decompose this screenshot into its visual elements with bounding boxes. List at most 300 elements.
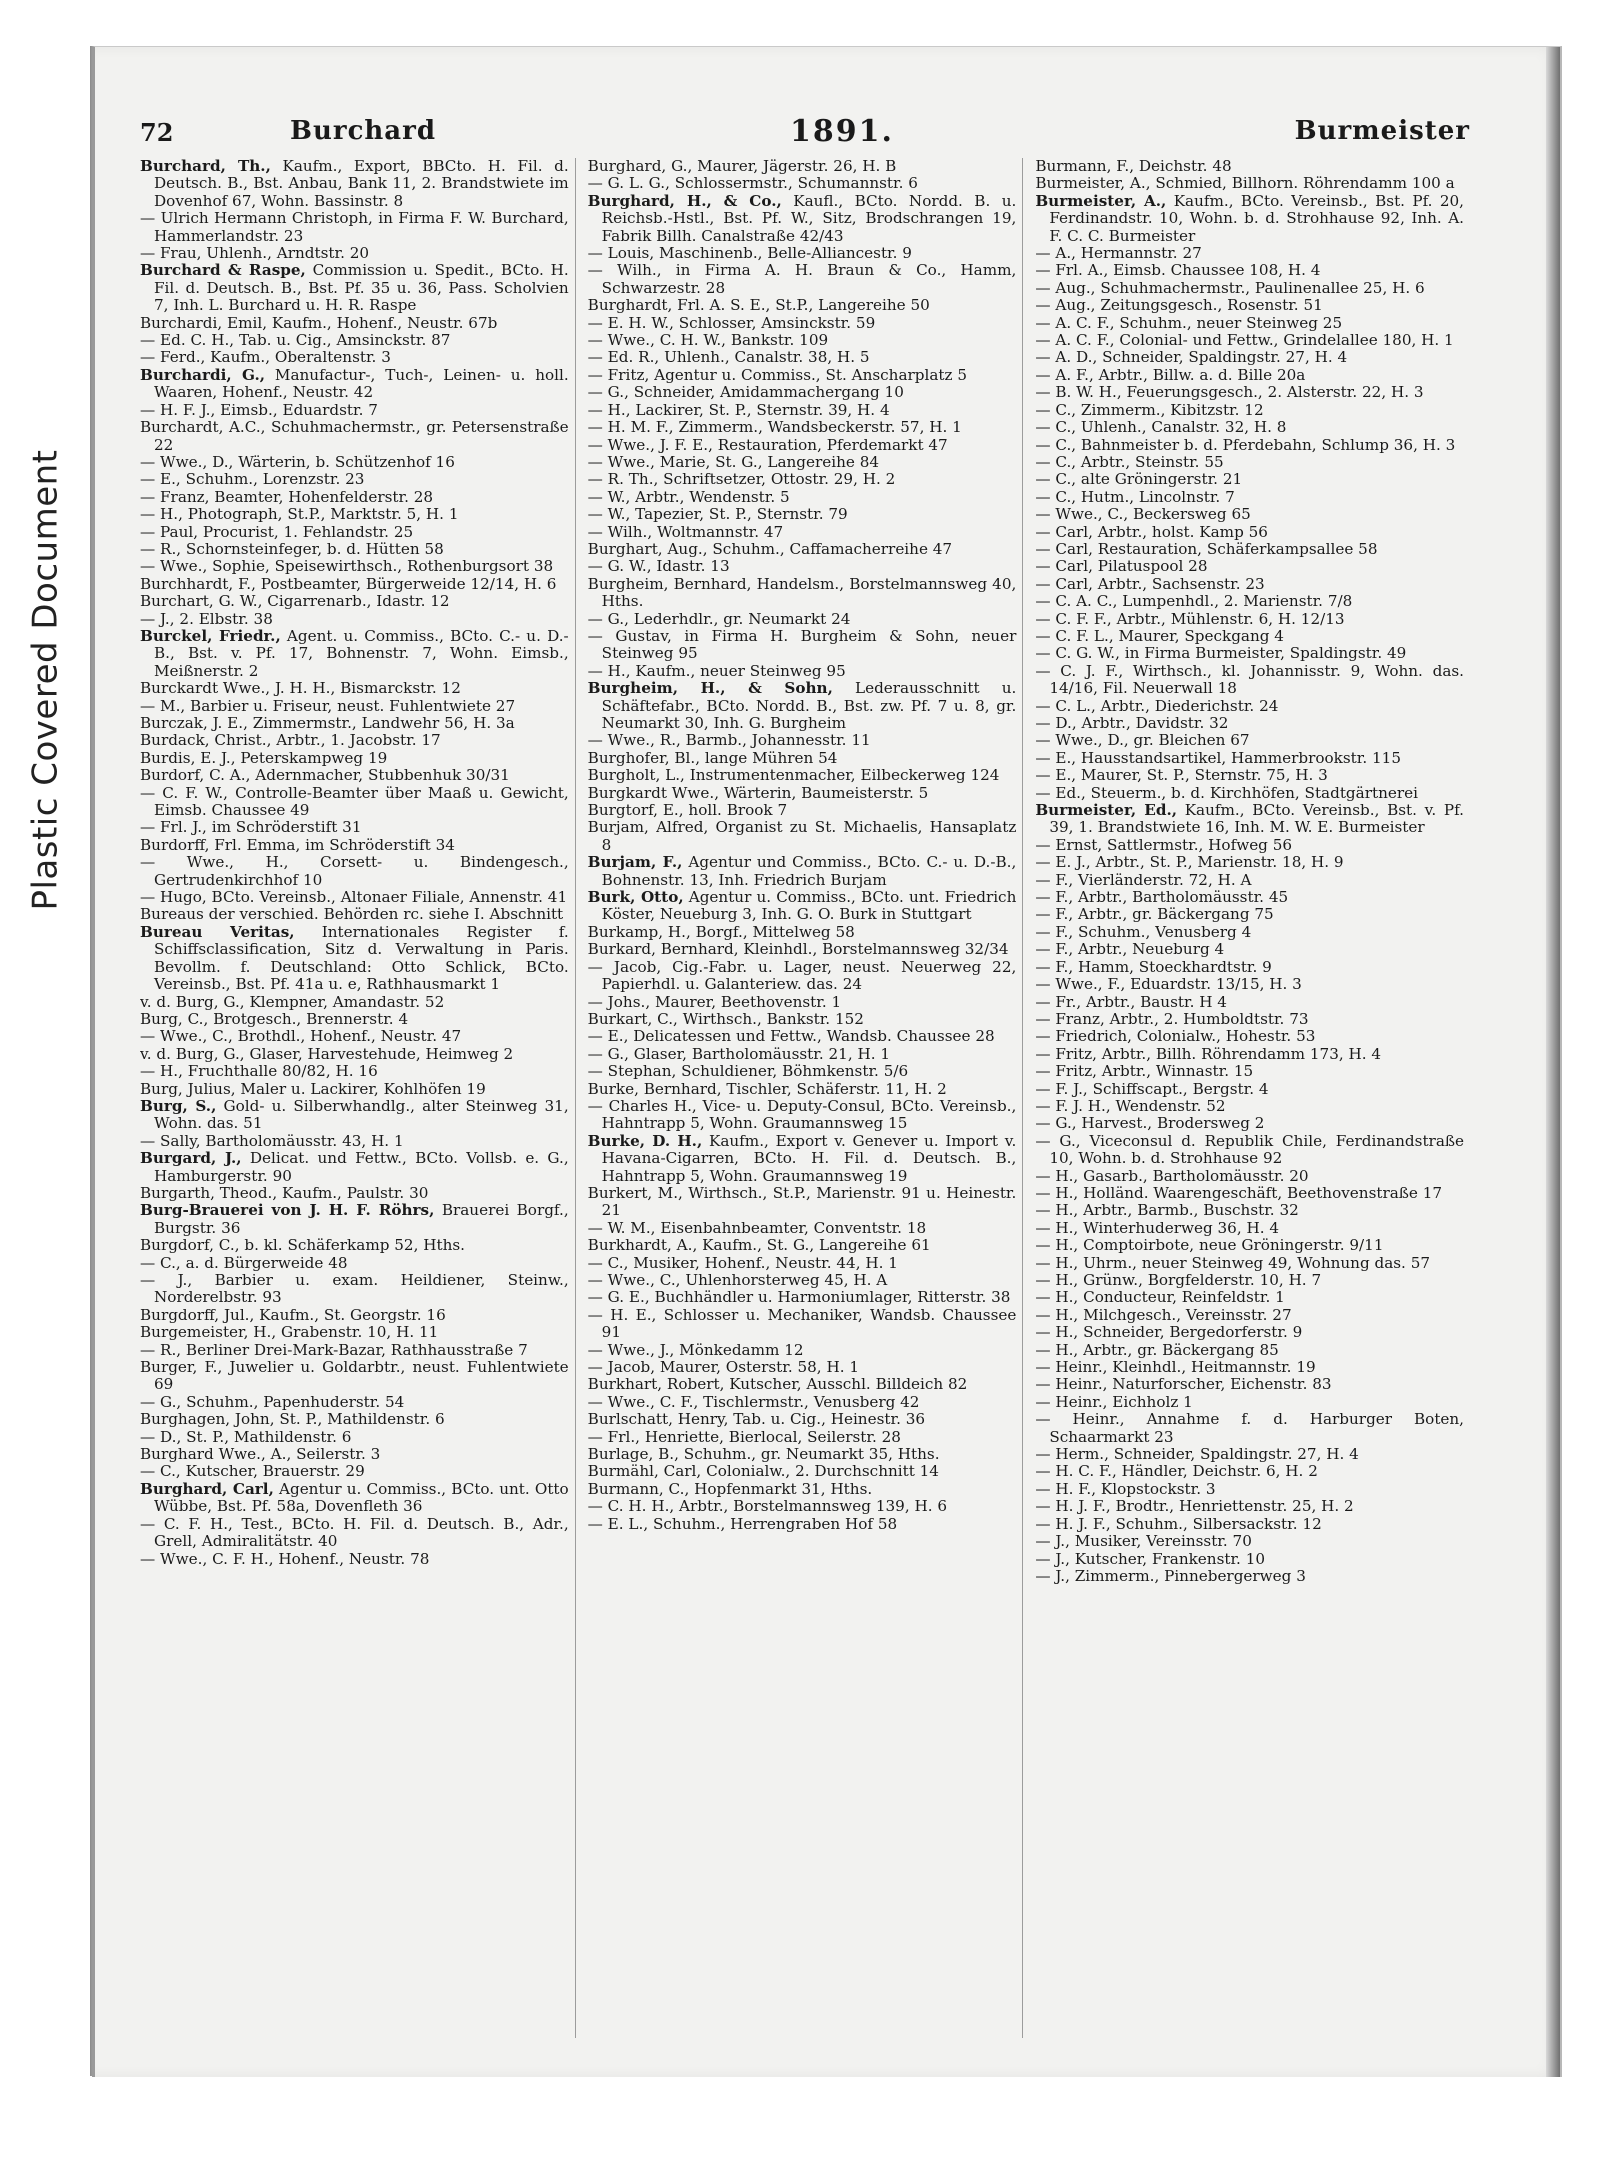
entry-text: — A. F., Arbtr., Billw. a. d. Bille 20a <box>1035 365 1306 384</box>
directory-entry <box>1035 1236 1464 1255</box>
entry-text: Burchhardt, F., Postbeamter, Bürgerweide 12/14, H. 6 <box>140 574 557 593</box>
directory-entry <box>1035 278 1464 297</box>
directory-entry <box>1035 992 1464 1011</box>
entry-text: — M., Barbier u. Friseur, neust. Fuhlentwiete 27 <box>140 696 516 715</box>
entry-text: Burkart, C., Wirthsch., Bankstr. 152 <box>587 1009 864 1028</box>
entry-text: — C., Musiker, Hohenf., Neustr. 44, H. 1 <box>587 1253 898 1272</box>
directory-entry <box>1035 592 1464 611</box>
entry-text: — E., Delicatessen und Fettw., Wandsb. Chaussee 28 <box>587 1027 995 1046</box>
entry-text: Burg, C., Brotgesch., Brennerstr. 4 <box>140 1009 409 1028</box>
directory-entry <box>140 1009 569 1028</box>
entry-text: — H., Fruchthalle 80/82, H. 16 <box>140 1062 378 1081</box>
entry-text: — H. F. J., Eimsb., Eduardstr. 7 <box>140 400 378 419</box>
entry-text: — Herm., Schneider, Spaldingstr. 27, H. 4 <box>1035 1445 1359 1464</box>
entry-text: — Wilh., in Firma A. H. Braun & Co., Hamm, Schwarzestr. 28 <box>587 261 1017 297</box>
directory-entry <box>587 244 1017 263</box>
directory-entry <box>140 1271 569 1307</box>
directory-entry <box>1035 505 1464 524</box>
directory-entry <box>587 1305 1017 1342</box>
directory-entry <box>140 1044 569 1063</box>
entry-text: Burgdorf, C., b. kl. Schäferkamp 52, Hths. <box>140 1236 465 1255</box>
directory-entry <box>587 661 1017 680</box>
directory-entry <box>1035 331 1464 350</box>
directory-entry <box>140 905 569 924</box>
entry-text: Burdorff, Frl. Emma, im Schröderstift 34 <box>140 835 455 854</box>
entry-text: — J., 2. Elbstr. 38 <box>140 609 273 628</box>
directory-entry <box>1035 1271 1464 1289</box>
entry-text: — G. W., Idastr. 13 <box>587 557 730 576</box>
entry-text: — Wwe., R., Barmb., Johannesstr. 11 <box>587 731 871 750</box>
entry-text: — Fritz, Agentur u. Commiss., St. Anscharplatz 5 <box>587 365 968 384</box>
directory-entry <box>587 818 1017 854</box>
directory-entry <box>1035 296 1464 315</box>
entry-text: — H., Photograph, St.P., Marktstr. 5, H. 1 <box>140 505 459 524</box>
directory-entry <box>587 505 1017 524</box>
directory-entry <box>1035 1114 1464 1133</box>
directory-entry <box>587 922 1017 941</box>
entry-text: v. d. Burg, G., Klempner, Amandastr. 52 <box>140 992 445 1011</box>
directory-entry <box>1035 1166 1464 1185</box>
directory-entry <box>1035 1027 1464 1046</box>
directory-entry <box>1035 348 1464 367</box>
entry-text: Kaufl., BCto. Nordd. B. u. Reichsb.-Hstl., Bst. Pf. W., Sitz, Brodschrangen 19, Fabrik Billh. Canalstraße 42/43 <box>601 191 1017 245</box>
side-label <box>18 410 74 950</box>
entry-text: — Ed., Steuerm., b. d. Kirchhöfen, Stadtgärtnerei <box>1035 783 1418 802</box>
directory-entry <box>587 452 1017 471</box>
directory-entry <box>140 1323 569 1342</box>
entry-text: — H. J. F., Brodtr., Henriettenstr. 25, H. 2 <box>1035 1497 1354 1516</box>
directory-entry <box>587 365 1017 384</box>
directory-entry <box>1035 174 1464 193</box>
entry-text: — J., Barbier u. exam. Heildiener, Steinw., Norderelbstr. 93 <box>140 1271 569 1307</box>
entry-text: — Jacob, Cig.-Fabr. u. Lager, neust. Neuerweg 22, Papierhdl. u. Galanteriew. das. 24 <box>587 957 1017 994</box>
entry-text: — Wwe., J. F. E., Restauration, Pferdemarkt 47 <box>587 435 948 454</box>
entry-text: Burger, F., Juwelier u. Goldarbtr., neust. Fuhlentwiete 69 <box>140 1358 569 1394</box>
directory-entry <box>140 313 569 332</box>
entry-text: Burgheim, Bernhard, Handelsm., Borstelmannsweg 40, Hths. <box>587 574 1017 611</box>
directory-entry <box>1035 1062 1464 1081</box>
directory-entry <box>1035 244 1464 263</box>
entry-text: Burkard, Bernhard, Kleinhdl., Borstelmannsweg 32/34 <box>587 940 1009 959</box>
entry-text: — Aug., Zeitungsgesch., Rosenstr. 51 <box>1035 296 1323 315</box>
entry-text: — J., Musiker, Vereinsstr. 70 <box>1035 1532 1252 1551</box>
directory-entry <box>140 1514 569 1551</box>
entry-text: — H., Gasarb., Bartholomäusstr. 20 <box>1035 1166 1309 1185</box>
entry-text: — R. Th., Schriftsetzer, Ottostr. 29, H. 2 <box>587 470 896 489</box>
entry-text: Kaufm., BCto. Vereinsb., Bst. v. Pf. 39, 1. Brandstwiete 16, Inh. M. W. E. Burmeister <box>1049 801 1465 837</box>
directory-entry <box>140 1253 569 1272</box>
entry-text: — Wwe., C. F., Tischlermstr., Venusberg 42 <box>587 1392 920 1411</box>
entry-text: — C., Bahnmeister b. d. Pferdebahn, Schlump 36, H. 3 <box>1035 435 1456 454</box>
entry-text: — E. L., Schuhm., Herrengraben Hof 58 <box>587 1514 898 1533</box>
directory-entry <box>140 1445 569 1464</box>
directory-entry <box>587 522 1017 541</box>
entry-text: Burgtorf, E., holl. Brook 7 <box>587 801 788 820</box>
directory-entry <box>587 1236 1017 1255</box>
entry-text: — Fr., Arbtr., Baustr. H 4 <box>1035 992 1227 1011</box>
directory-entry <box>140 1027 569 1046</box>
directory-entry <box>140 1236 569 1255</box>
directory-entry <box>587 731 1017 750</box>
directory-entry <box>587 801 1017 820</box>
directory-entry <box>587 383 1017 402</box>
entry-text: — G. L. G., Schlossermstr., Schumannstr. 6 <box>587 174 918 193</box>
entry-text: — Wwe., H., Corsett- u. Bindengesch., Gertrudenkirchhof 10 <box>140 853 569 889</box>
entry-text: — C., Uhlenh., Canalstr. 32, H. 8 <box>1035 418 1287 437</box>
entry-text: — Jacob, Maurer, Osterstr. 58, H. 1 <box>587 1358 860 1377</box>
entry-text: — G., Glaser, Bartholomäusstr. 21, H. 1 <box>587 1044 891 1063</box>
entry-text: — Wilh., Woltmannstr. 47 <box>587 522 784 541</box>
directory-entry <box>587 1445 1017 1464</box>
entry-text: — F., Schuhm., Venusberg 4 <box>1035 922 1252 941</box>
entry-text: — Wwe., C., Brothdl., Hohenf., Neustr. 47 <box>140 1027 462 1046</box>
entry-text: Burghard, G., Maurer, Jägerstr. 26, H. B <box>587 158 897 175</box>
directory-entry <box>140 1131 569 1150</box>
directory-entry <box>1035 766 1464 785</box>
directory-entry <box>140 470 569 489</box>
page-number: 72 <box>140 118 174 147</box>
entry-text: — E., Schuhm., Lorenzstr. 23 <box>140 470 365 489</box>
directory-entry <box>587 748 1017 767</box>
entry-text: — Heinr., Naturforscher, Eichenstr. 83 <box>1035 1375 1332 1394</box>
entry-text: — Wwe., D., gr. Bleichen 67 <box>1035 731 1250 750</box>
entry-text: — Wwe., F., Eduardstr. 13/15, H. 3 <box>1035 975 1302 994</box>
directory-entry <box>1035 1288 1464 1307</box>
entry-text: Burghardt, Frl. A. S. E., St.P., Langereihe 50 <box>587 296 930 315</box>
directory-entry <box>587 348 1017 367</box>
directory-entry <box>1035 365 1464 384</box>
directory-entry <box>140 452 569 471</box>
entry-text: — H., Uhrm., neuer Steinweg 49, Wohnung das. 57 <box>1035 1253 1431 1272</box>
directory-entry <box>1035 191 1465 245</box>
entry-text: — H., Lackirer, St. P., Sternstr. 39, H. 4 <box>587 400 890 419</box>
page-header <box>140 112 1470 154</box>
entry-text: Burmeister, A., Schmied, Billhorn. Röhrendamm 100 a <box>1035 174 1455 193</box>
directory-entry <box>1035 1253 1464 1272</box>
entry-text: — H. J. F., Schuhm., Silbersackstr. 12 <box>1035 1514 1322 1533</box>
entry-text: — Wwe., J., Mönkedamm 12 <box>587 1340 804 1359</box>
directory-entry <box>140 1096 569 1133</box>
entry-text: — F., Hamm, Stoeckhardtstr. 9 <box>1035 957 1272 976</box>
entry-text: v. d. Burg, G., Glaser, Harvestehude, Heimweg 2 <box>140 1044 514 1063</box>
directory-entry <box>1035 905 1464 924</box>
directory-entry <box>587 626 1017 663</box>
directory-entry <box>140 1149 569 1185</box>
directory-entry <box>140 1183 569 1202</box>
entry-text: — H., Arbtr., Barmb., Buschstr. 32 <box>1035 1201 1299 1220</box>
entry-text: Manufactur-, Tuch-, Leinen- u. holl. Waaren, Hohenf., Neustr. 42 <box>154 365 569 402</box>
directory-entry <box>1035 922 1464 941</box>
entry-text: — G., Lederhdlr., gr. Neumarkt 24 <box>587 609 851 628</box>
entry-text: — C. F. L., Maurer, Speckgang 4 <box>1035 626 1284 645</box>
entry-text: — Heinr., Annahme f. d. Harburger Boten, Schaarmarkt 23 <box>1035 1410 1465 1446</box>
directory-entry <box>1035 1201 1464 1220</box>
directory-entry <box>587 1497 1017 1516</box>
entry-text: — Franz, Arbtr., 2. Humboldtstr. 73 <box>1035 1009 1309 1028</box>
directory-entry <box>587 1096 1017 1133</box>
entry-text: — F., Arbtr., Neueburg 4 <box>1035 940 1225 959</box>
directory-entry <box>1035 383 1464 402</box>
directory-entry <box>140 244 569 263</box>
entry-text: — H., Winterhuderweg 36, H. 4 <box>1035 1218 1280 1237</box>
directory-entry <box>1035 1183 1464 1202</box>
entry-text: — Carl, Pilatuspool 28 <box>1035 557 1208 576</box>
entry-heading: Burghard, Carl, <box>140 1479 274 1498</box>
entry-text: Agentur und Commiss., BCto. C.- u. D.-B., Bohnenstr. 13, Inh. Friedrich Burjam <box>601 853 1017 889</box>
directory-entry <box>1035 1392 1464 1411</box>
directory-entry <box>140 714 569 732</box>
directory-entry <box>140 418 569 454</box>
directory-entry <box>1035 957 1464 976</box>
entry-text: — Friedrich, Colonialw., Hohestr. 53 <box>1035 1027 1316 1046</box>
directory-entry <box>587 1062 1017 1081</box>
directory-entry <box>1035 574 1464 593</box>
directory-entry <box>587 539 1017 558</box>
directory-entry <box>1035 801 1465 837</box>
directory-entry <box>587 174 1017 193</box>
directory-entry <box>1035 609 1464 628</box>
directory-entry <box>140 557 569 576</box>
entry-text: — G., Schneider, Amidammachergang 10 <box>587 383 904 402</box>
entry-heading: Burgheim, H., & Sohn, <box>587 679 833 698</box>
directory-entry <box>140 400 569 419</box>
directory-entry <box>1035 1462 1464 1481</box>
entry-text: — Wwe., Marie, St. G., Langereihe 84 <box>587 452 880 471</box>
sheet-edge <box>1546 47 1560 2077</box>
directory-entry <box>587 992 1017 1011</box>
directory-entry <box>587 609 1017 628</box>
entry-text: — G., Harvest., Brodersweg 2 <box>1035 1114 1265 1133</box>
entry-text: Commission u. Spedit., BCto. H. Fil. d. Deutsch. B., Bst. Pf. 35 u. 36, Pass. Scholvien 7, Inh. L. Burchard u. H. R. Raspe <box>154 261 569 315</box>
directory-entry <box>140 922 569 994</box>
entry-text: Burkhardt, A., Kaufm., St. G., Langereihe 61 <box>587 1236 931 1255</box>
directory-entry <box>587 1009 1017 1028</box>
directory-entry <box>587 191 1017 245</box>
directory-entry <box>587 1358 1017 1377</box>
directory-entry <box>587 400 1017 419</box>
entry-text: Agentur u. Commiss., BCto. unt. Otto Wübbe, Bst. Pf. 58a, Dovenfleth 36 <box>154 1479 569 1516</box>
directory-entry <box>140 348 569 367</box>
directory-entry <box>1035 1305 1464 1324</box>
entry-text: Burgkardt Wwe., Wärterin, Baumeisterstr. 5 <box>587 783 929 802</box>
entry-heading: Burg, S., <box>140 1096 217 1115</box>
directory-entry <box>587 470 1017 489</box>
entry-text: — E. J., Arbtr., St. P., Marienstr. 18, H. 9 <box>1035 853 1344 872</box>
directory-entry <box>587 1514 1017 1533</box>
directory-entry <box>1035 418 1464 437</box>
entry-text: — R., Schornsteinfeger, b. d. Hütten 58 <box>140 539 444 558</box>
directory-entry <box>1035 1497 1464 1516</box>
directory-entry <box>1035 1096 1464 1115</box>
entry-heading: Burk, Otto, <box>587 888 684 907</box>
entry-text: — H., Holländ. Waarengeschäft, Beethovenstraße 17 <box>1035 1183 1443 1202</box>
directory-entry <box>587 1392 1017 1411</box>
entry-text: — Fritz, Arbtr., Billh. Röhrendamm 173, H. 4 <box>1035 1044 1382 1063</box>
entry-text: — J., Zimmerm., Pinnebergerweg 3 <box>1035 1566 1306 1585</box>
directory-entry <box>1035 487 1464 506</box>
entry-text: — C., a. d. Bürgerweide 48 <box>140 1253 348 1272</box>
entry-text: Burghard Wwe., A., Seilerstr. 3 <box>140 1445 381 1464</box>
directory-entry <box>140 1427 569 1446</box>
directory-entry <box>587 1427 1017 1446</box>
entry-text: — H. E., Schlosser u. Mechaniker, Wandsb. Chaussee 91 <box>587 1305 1017 1342</box>
running-head-left: Burchard <box>290 116 437 146</box>
entry-text: Lederausschnitt u. Schäftefabr., BCto. Nordd. B., Bst. zw. Pf. 7 u. 8, gr. Neumarkt 30, Inh. G. Burgheim <box>601 679 1017 732</box>
directory-entry <box>1035 1218 1464 1237</box>
directory-entry <box>1035 1410 1465 1446</box>
entry-text: Burchart, G. W., Cigarrenarb., Idastr. 12 <box>140 592 450 611</box>
entry-text: Burghofer, Bl., lange Mühren 54 <box>587 748 838 767</box>
directory-entry <box>140 574 569 593</box>
directory-entry <box>140 261 569 315</box>
entry-text: Delicat. und Fettw., BCto. Vollsb. e. G., Hamburgerstr. 90 <box>154 1149 569 1185</box>
directory-entry <box>587 679 1017 732</box>
running-head-right: Burmeister <box>1294 116 1470 146</box>
entry-text: Burgholt, L., Instrumentenmacher, Eilbeckerweg 124 <box>587 766 1000 785</box>
directory-entry <box>587 487 1017 506</box>
directory-entry <box>1035 1131 1465 1168</box>
directory-entry <box>140 1462 569 1481</box>
entry-heading: Burchardi, G., <box>140 365 266 384</box>
directory-entry <box>1035 522 1464 541</box>
directory-entry <box>587 1079 1017 1098</box>
entry-text: Gold- u. Silberwhandlg., alter Steinweg 31, Wohn. das. 51 <box>154 1096 569 1133</box>
directory-entry <box>1035 261 1464 280</box>
directory-entry <box>140 1392 569 1411</box>
directory-entry <box>1035 470 1464 489</box>
directory-entry <box>140 158 569 210</box>
entry-text: Burlage, B., Schuhm., gr. Neumarkt 35, Hths. <box>587 1445 940 1464</box>
directory-entry <box>1035 714 1464 732</box>
entry-text: — Wwe., C. F. H., Hohenf., Neustr. 78 <box>140 1549 430 1568</box>
directory-entry <box>1035 1009 1464 1028</box>
directory-entry <box>140 731 569 750</box>
entry-text: Burdis, E. J., Peterskampweg 19 <box>140 748 388 767</box>
entry-text: — C. A. C., Lumpenhdl., 2. Marienstr. 7/8 <box>1035 592 1353 611</box>
directory-entry <box>587 1462 1017 1481</box>
entry-text: Burckardt Wwe., J. H. H., Bismarckstr. 12 <box>140 679 461 698</box>
entry-text: — E. H. W., Schlosser, Amsinckstr. 59 <box>587 313 876 332</box>
entry-text: — Heinr., Kleinhdl., Heitmannstr. 19 <box>1035 1358 1316 1377</box>
entry-text: — Charles H., Vice- u. Deputy-Consul, BCto. Vereinsb., Hahntrapp 5, Wohn. Graumannsweg 15 <box>587 1096 1017 1133</box>
directory-entry <box>140 1340 569 1359</box>
entry-text: — B. W. H., Feuerungsgesch., 2. Alsterstr. 22, H. 3 <box>1035 383 1424 402</box>
directory-entry <box>1035 1532 1464 1551</box>
directory-entry <box>1035 557 1464 576</box>
entry-text: Brauerei Borgf., Burgstr. 36 <box>154 1201 569 1237</box>
directory-entry <box>587 1183 1017 1220</box>
entry-text: — H., Comptoirbote, neue Gröningerstr. 9/11 <box>1035 1236 1384 1255</box>
directory-entry <box>140 766 569 785</box>
entry-text: — Wwe., C., Beckersweg 65 <box>1035 505 1251 524</box>
directory-entry <box>140 1305 569 1324</box>
column-left <box>140 158 576 2038</box>
entry-text: — Frau, Uhlenh., Arndtstr. 20 <box>140 244 370 263</box>
directory-entry <box>587 1340 1017 1359</box>
directory-entry <box>140 592 569 611</box>
directory-entry <box>140 1201 569 1237</box>
entry-text: — F., Arbtr., gr. Bäckergang 75 <box>1035 905 1274 924</box>
entry-text: — Ed. R., Uhlenh., Canalstr. 38, H. 5 <box>587 348 870 367</box>
entry-text: — C., Kutscher, Brauerstr. 29 <box>140 1462 365 1481</box>
directory-entry <box>587 331 1017 350</box>
directory-entry <box>140 696 569 715</box>
directory-entry <box>587 574 1017 611</box>
entry-text: — C. H. H., Arbtr., Borstelmannsweg 139, H. 6 <box>587 1497 948 1516</box>
directory-entry <box>1035 1079 1464 1098</box>
directory-entry <box>1035 1323 1464 1342</box>
entry-text: — Carl, Restauration, Schäferkampsallee 58 <box>1035 539 1378 558</box>
entry-text: — H., Kaufm., neuer Steinweg 95 <box>587 661 846 680</box>
directory-entry <box>587 435 1017 454</box>
entry-text: — Wwe., C., Uhlenhorsterweg 45, H. A <box>587 1271 888 1289</box>
directory-entry <box>587 1027 1017 1046</box>
entry-text: — R., Berliner Drei-Mark-Bazar, Rathhausstraße 7 <box>140 1340 528 1359</box>
directory-columns <box>140 158 1470 2038</box>
entry-text: — Ernst, Sattlermstr., Hofweg 56 <box>1035 835 1293 854</box>
directory-entry <box>140 522 569 541</box>
entry-text: — D., Arbtr., Davidstr. 32 <box>1035 714 1229 732</box>
entry-heading: Burmeister, Ed., <box>1035 801 1178 820</box>
directory-entry <box>1035 940 1464 959</box>
directory-entry <box>587 557 1017 576</box>
entry-text: — D., St. P., Mathildenstr. 6 <box>140 1427 352 1446</box>
directory-entry <box>1035 313 1464 332</box>
directory-entry <box>1035 853 1464 872</box>
entry-text: — Johs., Maurer, Beethovenstr. 1 <box>587 992 842 1011</box>
running-head-year: 1891. <box>790 114 894 149</box>
entry-text: — Paul, Procurist, 1. Fehlandstr. 25 <box>140 522 414 541</box>
entry-text: Burdorf, C. A., Adernmacher, Stubbenhuk 30/31 <box>140 766 510 785</box>
entry-heading: Burckel, Friedr., <box>140 626 281 645</box>
directory-entry <box>140 1062 569 1081</box>
directory-entry <box>587 296 1017 315</box>
directory-entry <box>1035 888 1464 907</box>
entry-text: Burgarth, Theod., Kaufm., Paulstr. 30 <box>140 1183 429 1202</box>
entry-text: Kaufm., BCto. Vereinsb., Bst. Pf. 20, Ferdinandstr. 10, Wohn. b. d. Strohhause 92, Inh. A. F. C. C. Burmeister <box>1049 191 1465 245</box>
directory-entry <box>587 957 1017 994</box>
entry-text: — Gustav, in Firma H. Burgheim & Sohn, neuer Steinweg 95 <box>587 626 1017 663</box>
directory-entry <box>140 609 569 628</box>
directory-entry <box>1035 696 1464 715</box>
entry-text: — G., Viceconsul d. Republik Chile, Ferdinandstraße 10, Wohn. b. d. Strohhause 92 <box>1035 1131 1465 1168</box>
entry-text: — W., Arbtr., Wendenstr. 5 <box>587 487 790 506</box>
entry-text: — H. M. F., Zimmerm., Wandsbeckerstr. 57, H. 1 <box>587 418 962 437</box>
directory-entry <box>1035 400 1464 419</box>
directory-entry <box>140 992 569 1011</box>
directory-entry <box>587 1271 1017 1289</box>
directory-entry <box>1035 748 1464 767</box>
entry-heading: Bureau Veritas, <box>140 922 295 941</box>
entry-text: — F., Arbtr., Bartholomäusstr. 45 <box>1035 888 1289 907</box>
entry-text: — A. C. F., Schuhm., neuer Steinweg 25 <box>1035 313 1343 332</box>
directory-entry <box>587 766 1017 785</box>
directory-entry <box>587 1479 1017 1498</box>
entry-text: Burghart, Aug., Schuhm., Caffamacherreihe 47 <box>587 539 953 558</box>
entry-text: Burdack, Christ., Arbtr., 1. Jacobstr. 17 <box>140 731 441 750</box>
entry-text: — F. J. H., Wendenstr. 52 <box>1035 1096 1226 1115</box>
entry-text: Kaufm., Export, BBCto. H. Fil. d. Deutsch. B., Bst. Anbau, Bank 11, 2. Brandstwiete im Dovenhof 67, Wohn. Bassinstr. 8 <box>154 158 569 210</box>
entry-text: — H., Milchgesch., Vereinsstr. 27 <box>1035 1305 1292 1324</box>
entry-text: Bureaus der verschied. Behörden rc. siehe I. Abschnitt <box>140 905 564 924</box>
directory-entry <box>587 261 1017 297</box>
entry-text: — Ulrich Hermann Christoph, in Firma F. W. Burchard, Hammerlandstr. 23 <box>140 209 569 245</box>
entry-heading: Burghard, H., & Co., <box>587 191 782 210</box>
entry-text: — Carl, Arbtr., holst. Kamp 56 <box>1035 522 1268 541</box>
entry-text: — Wwe., D., Wärterin, b. Schützenhof 16 <box>140 452 455 471</box>
directory-entry <box>140 1079 569 1098</box>
entry-text: — G., Schuhm., Papenhuderstr. 54 <box>140 1392 405 1411</box>
